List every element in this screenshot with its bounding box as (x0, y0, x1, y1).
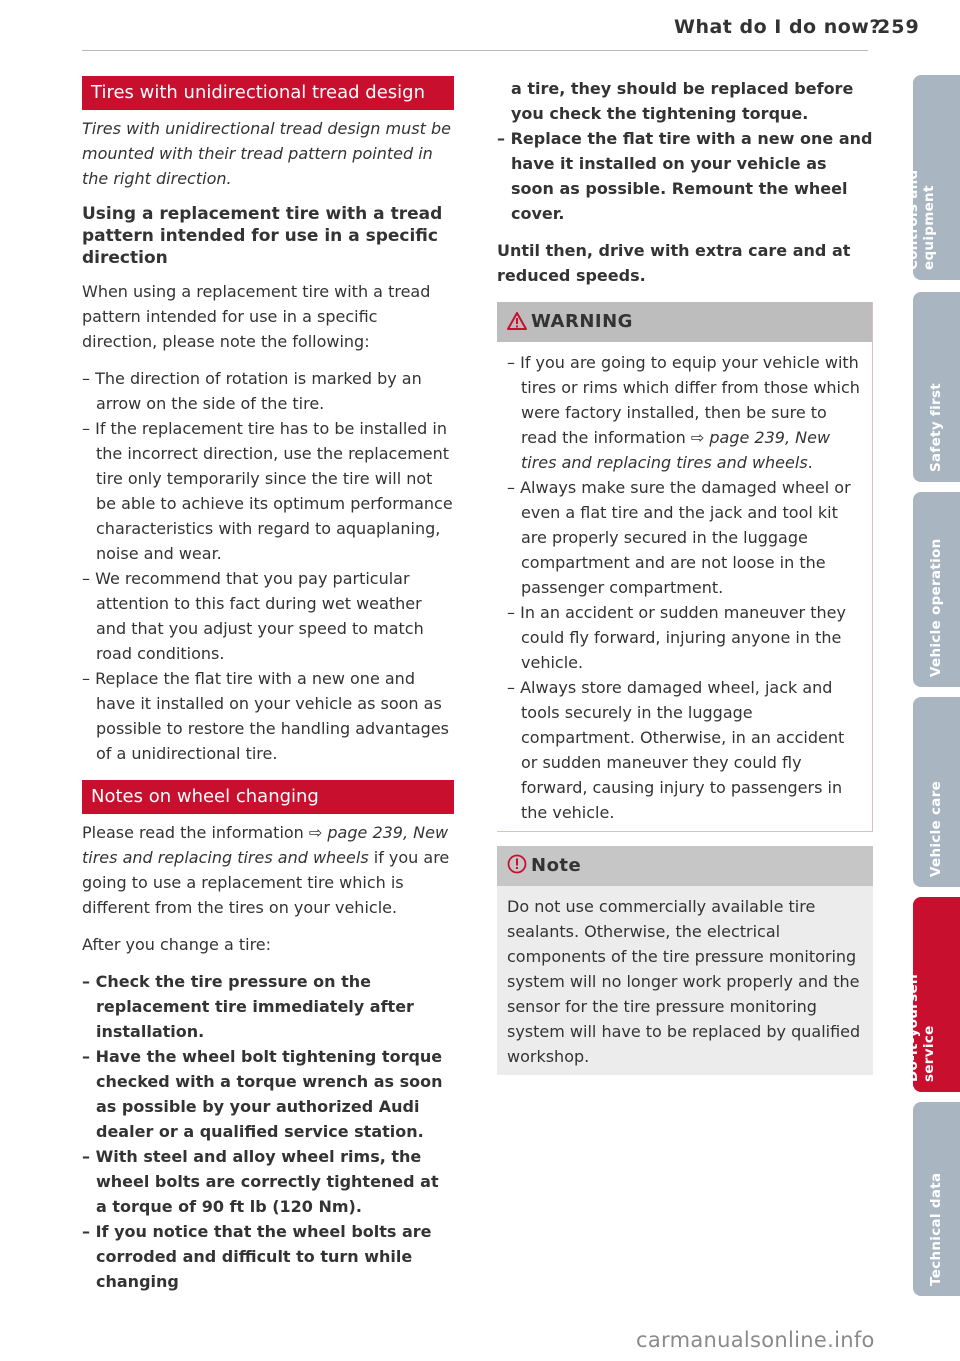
warning-item (507, 350, 864, 475)
tab-vehicle-care[interactable] (913, 697, 960, 887)
tab-label: Controls and equipment (905, 169, 937, 270)
list-item: – Check the tire pressure on the replacement tire immediately after installation. (82, 969, 454, 1044)
note-title: Note (531, 855, 582, 876)
list-item: – The direction of rotation is marked by an arrow on the side of the tire. (82, 366, 454, 416)
note-box (497, 846, 873, 1075)
list-item: – If you notice that the wheel bolts are corroded and difficult to turn while changing (82, 1219, 454, 1294)
tab-label: Vehicle care (928, 780, 944, 877)
subheading: Using a replacement tire with a tread pattern intended for use in a specific direction (82, 204, 443, 268)
warning-list (507, 350, 864, 825)
continued-text: a tire, they should be replaced before you check the tightening torque. (511, 79, 854, 123)
list-item: – Have the wheel bolt tightening torque checked with a torque wrench as soon as possible by your authorized Audi dealer or a qualified service station. (82, 1044, 454, 1144)
warning-icon (507, 305, 531, 345)
tab-label: Safety first (928, 382, 944, 472)
section-intro: Tires with unidirectional tread design must be mounted with their tread pattern pointed in the right direction. (82, 119, 451, 188)
sub-intro: When using a replacement tire with a tread pattern intended for use in a specific direction, please note the following: (82, 282, 431, 351)
tab-controls-and-equipment[interactable] (905, 75, 960, 280)
notes-paragraph (82, 820, 454, 920)
tab-label: Technical data (928, 1172, 944, 1286)
tab-technical-data[interactable] (913, 1102, 960, 1296)
tab-do-it-yourself-service[interactable] (905, 897, 960, 1092)
page-number: 259 (877, 16, 920, 38)
page-reference-link[interactable]: ⇨ page 239, New tires and replacing tires and wheels (82, 823, 449, 867)
note-text: Do not use commercially available tire sealants. Otherwise, the electrical components of the tire pressure monitoring system will no longer work properly and the sensor for the tire pressure monitoring system will have to be replaced by qualified workshop. (507, 897, 861, 1066)
right-column (497, 76, 873, 1075)
warning-box (497, 302, 873, 832)
until-then-text: Until then, drive with extra care and at reduced speeds. (497, 241, 851, 285)
bullet-list (82, 366, 454, 766)
tab-label: Vehicle operation (928, 538, 944, 677)
tab-safety-first[interactable] (913, 292, 960, 482)
warning-title: WARNING (531, 311, 633, 332)
warning-text: If you are going to equip your vehicle with tires or rims which differ from those which were factory installed, then be sure to read the information (520, 353, 860, 447)
info-circle-icon (507, 849, 531, 889)
section-title-tires-unidirectional: Tires with unidirectional tread design (82, 76, 454, 110)
warning-item: – Always store damaged wheel, jack and tools securely in the luggage compartment. Otherwise, in an accident or sudden maneuver they could fly forward, causing injury to passengers in the vehicle. (507, 675, 864, 825)
list-item: – With steel and alloy wheel rims, the wheel bolts are correctly tightened at a torque of 90 ft lb (120 Nm). (82, 1144, 454, 1219)
list-item: – Replace the flat tire with a new one and have it installed on your vehicle as soon as possible. Remount the wheel cover. (497, 126, 873, 226)
bold-bullet-list (497, 126, 873, 226)
header-rule (82, 50, 868, 51)
warning-header (497, 302, 872, 342)
list-item: – Replace the flat tire with a new one and have it installed on your vehicle as soon as possible to restore the handling advantages of a unidirectional tire. (82, 666, 454, 766)
note-body (497, 886, 873, 1075)
notes-text-post: if you are going to use a replacement tire which is different from the tires on your vehicle. (82, 848, 450, 917)
warning-text-end: . (807, 453, 813, 472)
warning-item: – In an accident or sudden maneuver they could fly forward, injuring anyone in the vehicle. (507, 600, 864, 675)
page-header-title: What do I do now? (674, 16, 881, 38)
section-title-wheel-changing: Notes on wheel changing (82, 780, 454, 814)
bold-bullet-list (82, 969, 454, 1294)
tab-label: Do-it-yourself service (905, 972, 937, 1082)
tab-vehicle-operation[interactable] (913, 492, 960, 687)
list-item: – If the replacement tire has to be installed in the incorrect direction, use the replacement tire only temporarily since the tire will not be able to achieve its optimum performance characteristics with regard to aquaplaning, noise and wear. (82, 416, 454, 566)
notes-text-pre: Please read the information (82, 823, 309, 842)
list-item: – We recommend that you pay particular attention to this fact during wet weather and that you adjust your speed to match road conditions. (82, 566, 454, 666)
left-column (82, 76, 454, 1304)
warning-body (497, 342, 872, 831)
note-header (497, 846, 873, 886)
warning-item: – Always make sure the damaged wheel or even a flat tire and the jack and tool kit are properly secured in the luggage compartment and are not loose in the passenger compartment. (507, 475, 864, 600)
watermark: carmanualsonline.info (636, 1328, 875, 1352)
after-change-text: After you change a tire: (82, 935, 272, 954)
page-reference-link[interactable]: ⇨ page 239, New tires and replacing tires and wheels (521, 428, 831, 472)
